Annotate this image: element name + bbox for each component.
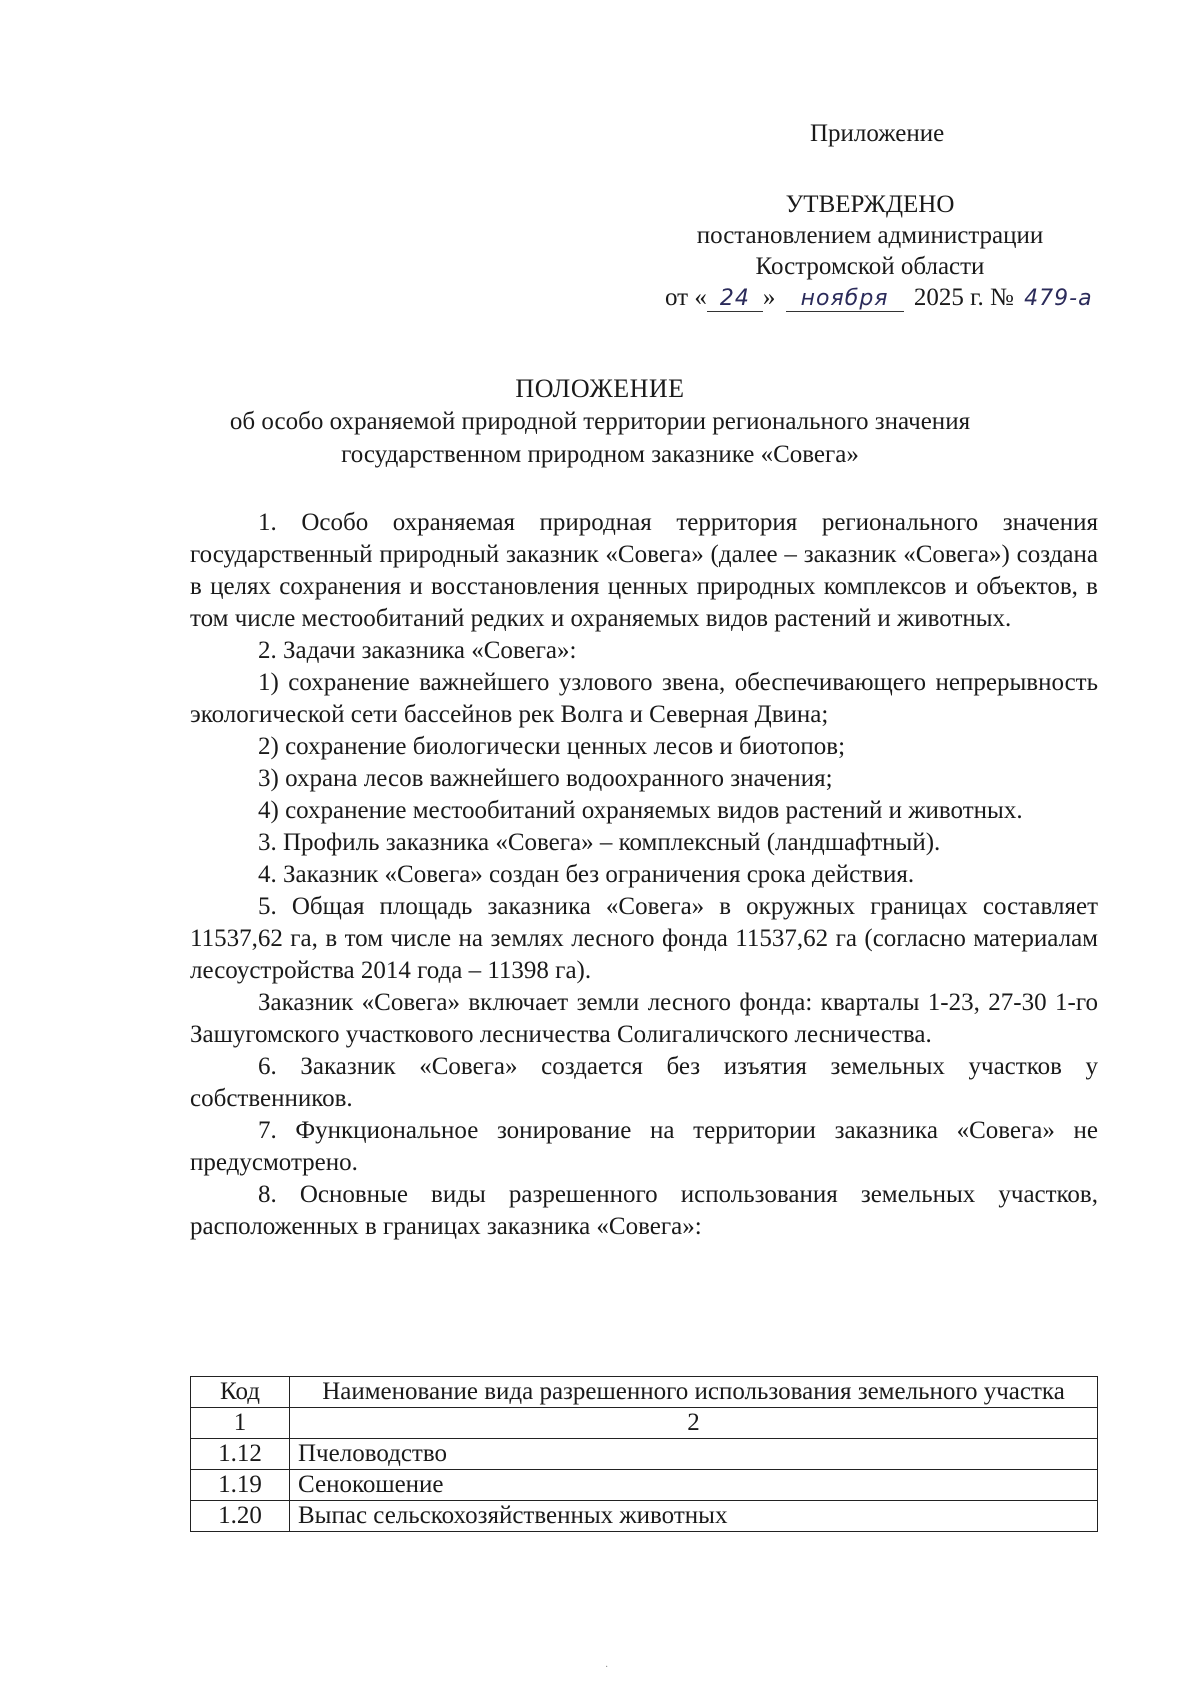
approval-date-line [665,282,1120,313]
row-code: 1.19 [191,1470,290,1501]
land-use-table [190,1376,1098,1532]
title-line-2: государственном природном заказнике «Совега» [341,441,859,468]
row-code: 1.12 [191,1439,290,1470]
paragraph-4: 4. Заказник «Совега» создан без ограничения срока действия. [258,861,915,888]
paragraph-2: 2. Задачи заказника «Совега»: [258,637,577,664]
document-body [190,507,1098,1243]
row-name: Выпас сельскохозяйственных животных [290,1501,1098,1532]
document-title [180,372,1020,471]
handwritten-day: 24 [707,287,763,312]
task-item-3: 3) охрана лесов важнейшего водоохранного значения; [258,765,833,792]
scan-speck: · [605,1662,609,1673]
index-cell-1: 1 [191,1408,290,1439]
table-row [191,1470,1098,1501]
paragraph-8: 8. Основные виды разрешенного использования земельных участков, расположенных в границах заказника «Совега»: [190,1181,1098,1240]
approved-label: УТВЕРЖДЕНО [785,191,955,218]
approved-org-line: Костромской области [755,253,985,280]
index-cell-2: 2 [290,1408,1098,1439]
table-index-row [191,1408,1098,1439]
header-code: Код [191,1377,290,1408]
appendix-label: Приложение [810,120,945,147]
row-name: Сенокошение [290,1470,1098,1501]
table-header-row [191,1377,1098,1408]
row-code: 1.20 [191,1501,290,1532]
task-item-1: 1) сохранение важнейшего узлового звена, обеспечивающего непрерывность экологической сети бассейнов рек Волга и Северная Двина; [190,669,1098,728]
table-row [191,1501,1098,1532]
paragraph-1: 1. Особо охраняемая природная территория регионального значения государственный природный заказник «Совега» (далее – заказник «Совега») создана в целях сохранения и восстановления ценных природных комплексов и объектов, в том числе местообитаний редких и охраняемых видов растений и животных. [190,509,1098,632]
paragraph-6: 6. Заказник «Совега» создается без изъятия земельных участков у собственников. [190,1053,1098,1112]
task-item-2: 2) сохранение биологически ценных лесов и биотопов; [258,733,846,760]
approved-by-line: постановлением администрации [696,222,1044,249]
task-item-4: 4) сохранение местообитаний охраняемых видов растений и животных. [258,797,1023,824]
approval-stamp [620,118,1120,313]
title-line-1: об особо охраняемой природной территории регионального значения [229,408,971,435]
handwritten-month: ноября [786,287,904,312]
date-mid: » [762,284,776,311]
date-year: 2025 г. № [913,284,1014,311]
handwritten-doc-number: 479-а [1024,286,1093,311]
paragraph-5-extra: Заказник «Совега» включает земли лесного фонда: кварталы 1-23, 27-30 1-го Зашугомского участкового лесничества Солигаличского лесничества. [190,989,1098,1048]
paragraph-3: 3. Профиль заказника «Совега» – комплексный (ландшафтный). [258,829,941,856]
title-heading: ПОЛОЖЕНИЕ [515,374,685,403]
paragraph-7: 7. Функциональное зонирование на территории заказника «Совега» не предусмотрено. [190,1117,1098,1176]
table-row [191,1439,1098,1470]
row-name: Пчеловодство [290,1439,1098,1470]
header-name: Наименование вида разрешенного использования земельного участка [290,1377,1098,1408]
paragraph-5: 5. Общая площадь заказника «Совега» в окружных границах составляет 11537,62 га, в том числе на землях лесного фонда 11537,62 га (согласно материалам лесоустройства 2014 года – 11398 га). [190,893,1098,984]
date-prefix: от « [665,284,707,311]
